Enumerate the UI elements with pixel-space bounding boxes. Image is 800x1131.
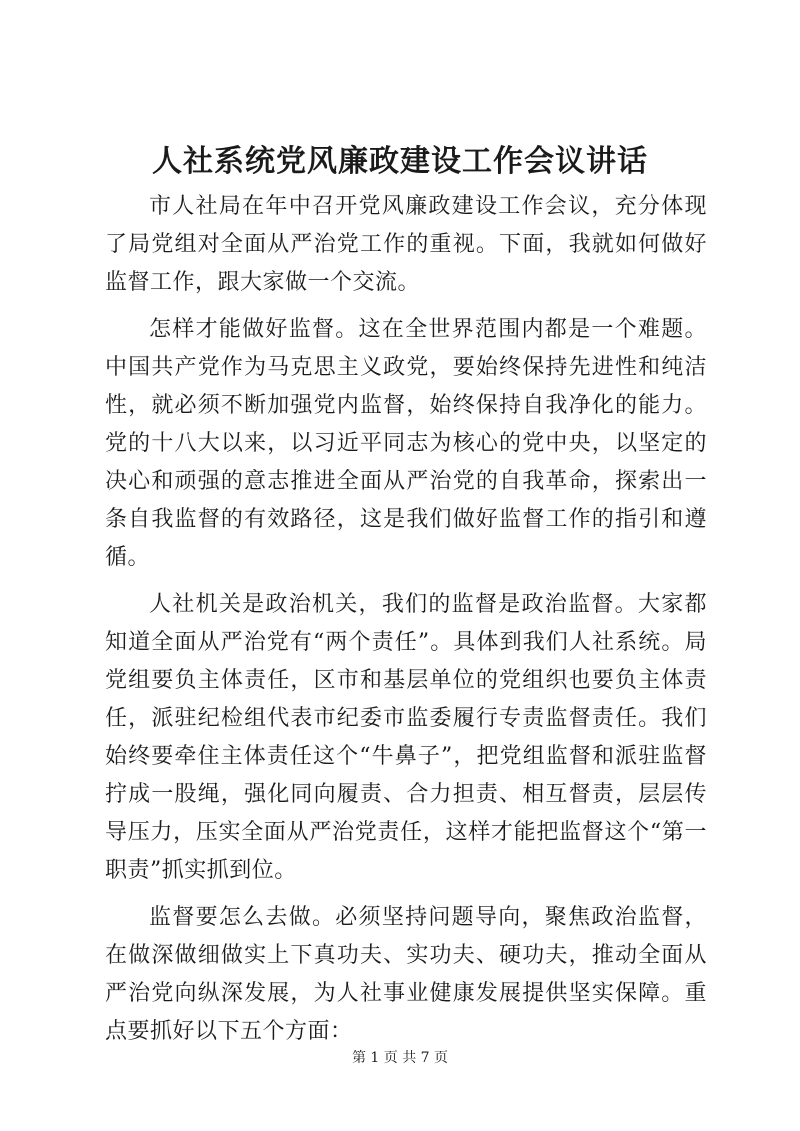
paragraph-1: 市人社局在年中召开党风廉政建设工作会议，充分体现了局党组对全面从严治党工作的重视。下面，我就如何做好监督工作，跟大家做一个交流。 — [105, 194, 707, 295]
page-number-footer: 第 1 页 共 7 页 — [351, 1050, 449, 1066]
paragraph-4: 监督要怎么去做。必须坚持问题导向，聚焦政治监督，在做深做细做实上下真功夫、实功夫、硬功夫，推动全面从严治党向纵深发展，为人社事业健康发展提供坚实保障。重点要抓好以下五个方面： — [105, 905, 707, 1044]
paragraph-3: 人社机关是政治机关，我们的监督是政治监督。大家都知道全面从严治党有“两个责任”。具体到我们人社系统。局党组要负主体责任，区市和基层单位的党组织也要负主体责任，派驻纪检组代表市纪委市监委履行专责监督责任。我们始终要牵住主体责任这个“牛鼻子”，把党组监督和派驻监督拧成一股绳，强化同向履责、合力担责、相互督责，层层传导压力，压实全面从严治党责任，这样才能把监督这个“第一职责”抓实抓到位。 — [105, 592, 707, 883]
document-body — [105, 188, 707, 1051]
paragraph-2: 怎样才能做好监督。这在全世界范围内都是一个难题。中国共产党作为马克思主义政党，要始终保持先进性和纯洁性，就必须不断加强党内监督，始终保持自我净化的能力。党的十八大以来，以习近平同志为核心的党中央，以坚定的决心和顽强的意志推进全面从严治党的自我革命，探索出一条自我监督的有效路径，这是我们做好监督工作的指引和遵循。 — [105, 317, 707, 570]
document-title: 人社系统党风廉政建设工作会议讲话 — [152, 144, 648, 179]
